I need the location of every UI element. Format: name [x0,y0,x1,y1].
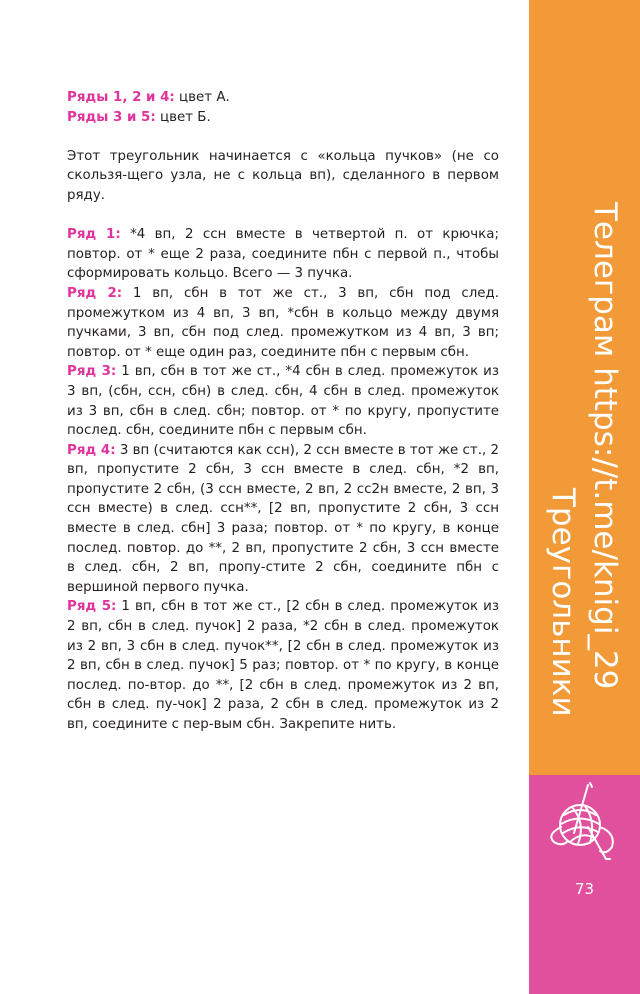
row-label: Ряд 2: [67,285,123,301]
row-1-instruction [67,225,499,284]
intro-paragraph: Этот треугольник начинается с «кольца пучков» (не со скользя-щего узла, не с кольца вп), сделанного в первом ряду. [67,148,499,203]
color-line-2 [67,108,499,128]
watermark-text: Телеграм https://t.me/knigi_29 [587,202,623,690]
row-label: Ряд 5: [67,599,117,615]
row-5-instruction [67,597,499,734]
color-line-1 [67,88,499,108]
row-text: 1 вп, сбн в тот же ст., [2 сбн в след. промежуток из 2 вп, сбн в след. пучок] 2 раза, *2 сбн в след. промежуток из 2 вп, 3 сбн в след. пучок**, [2 сбн в след. промежуток из 2 вп, сбн в след. пучок] 5 раз; повтор. от * по кругу, в конце послед. по-втор. до **, [2 сбн в след. промежуток из 2 вп, сбн в след. пу-чок] 2 раза, 2 сбн в след. промежуток из 2 вп, соедините с пер-вым сбн. Закрепите нить. [67,599,499,732]
sidebar-vertical-text [530,202,640,772]
section-title: Треугольники [545,488,581,717]
color-line-text: цвет А. [174,90,230,105]
color-line-label: Ряды 1, 2 и 4: [67,90,175,105]
row-label: Ряд 3: [67,364,117,380]
row-text: 1 вп, сбн в тот же ст., *4 сбн в след. промежуток из 3 вп, (сбн, ссн, сбн) в след. сбн, 4 сбн в след. промежуток из 3 вп, сбн в след. сбн; повтор. от * по кругу, пропустите послед. сбн, соедините пбн с первым сбн. [67,364,499,439]
page-number: 73 [574,880,595,898]
row-2-instruction [67,284,499,362]
row-text: 1 вп, сбн в тот же ст., 3 вп, сбн под след. промежутком из 4 вп, 3 вп, *сбн в кольцо между двумя пучками, 3 вп, сбн под след. промежутком из 4 вп, 3 вп; повтор. от * еще один раз, соедините пбн с первым сбн. [67,285,500,360]
row-text: 3 вп (считаются как ссн), 2 ссн вместе в тот же ст., 2 вп, пропустите 2 сбн, 3 ссн вместе в след. сбн, *2 вп, пропустите 2 сбн, (3 ссн вместе, 2 вп, 2 сс2н вместе, 2 вп, 3 ссн вместе) в след. ссн**, [2 вп, пропустите 2 сбн, 3 ссн вместе в след. сбн] 3 раза; повтор. от * по кругу, в конце послед. повтор. до **, 2 вп, пропустите 2 сбн, 3 ссн вместе в след. сбн, 2 вп, пропу-стите 2 сбн, соедините пбн с вершиной первого пучка. [67,442,500,595]
row-text: *4 вп, 2 ссн вместе в четвертой п. от крючка; повтор. от * еще 2 раза, соедините пбн с первой п., чтобы сформировать кольцо. Всего — 3 пучка. [67,227,499,282]
color-line-label: Ряды 3 и 5: [67,109,156,125]
row-3-instruction [67,362,499,440]
pattern-text [67,88,499,735]
row-label: Ряд 1: [67,227,121,243]
row-label: Ряд 4: [67,442,116,458]
color-line-text: цвет Б. [155,109,211,125]
row-4-instruction [67,441,499,598]
yarn-ball-with-crochet-hook-icon [530,775,640,863]
